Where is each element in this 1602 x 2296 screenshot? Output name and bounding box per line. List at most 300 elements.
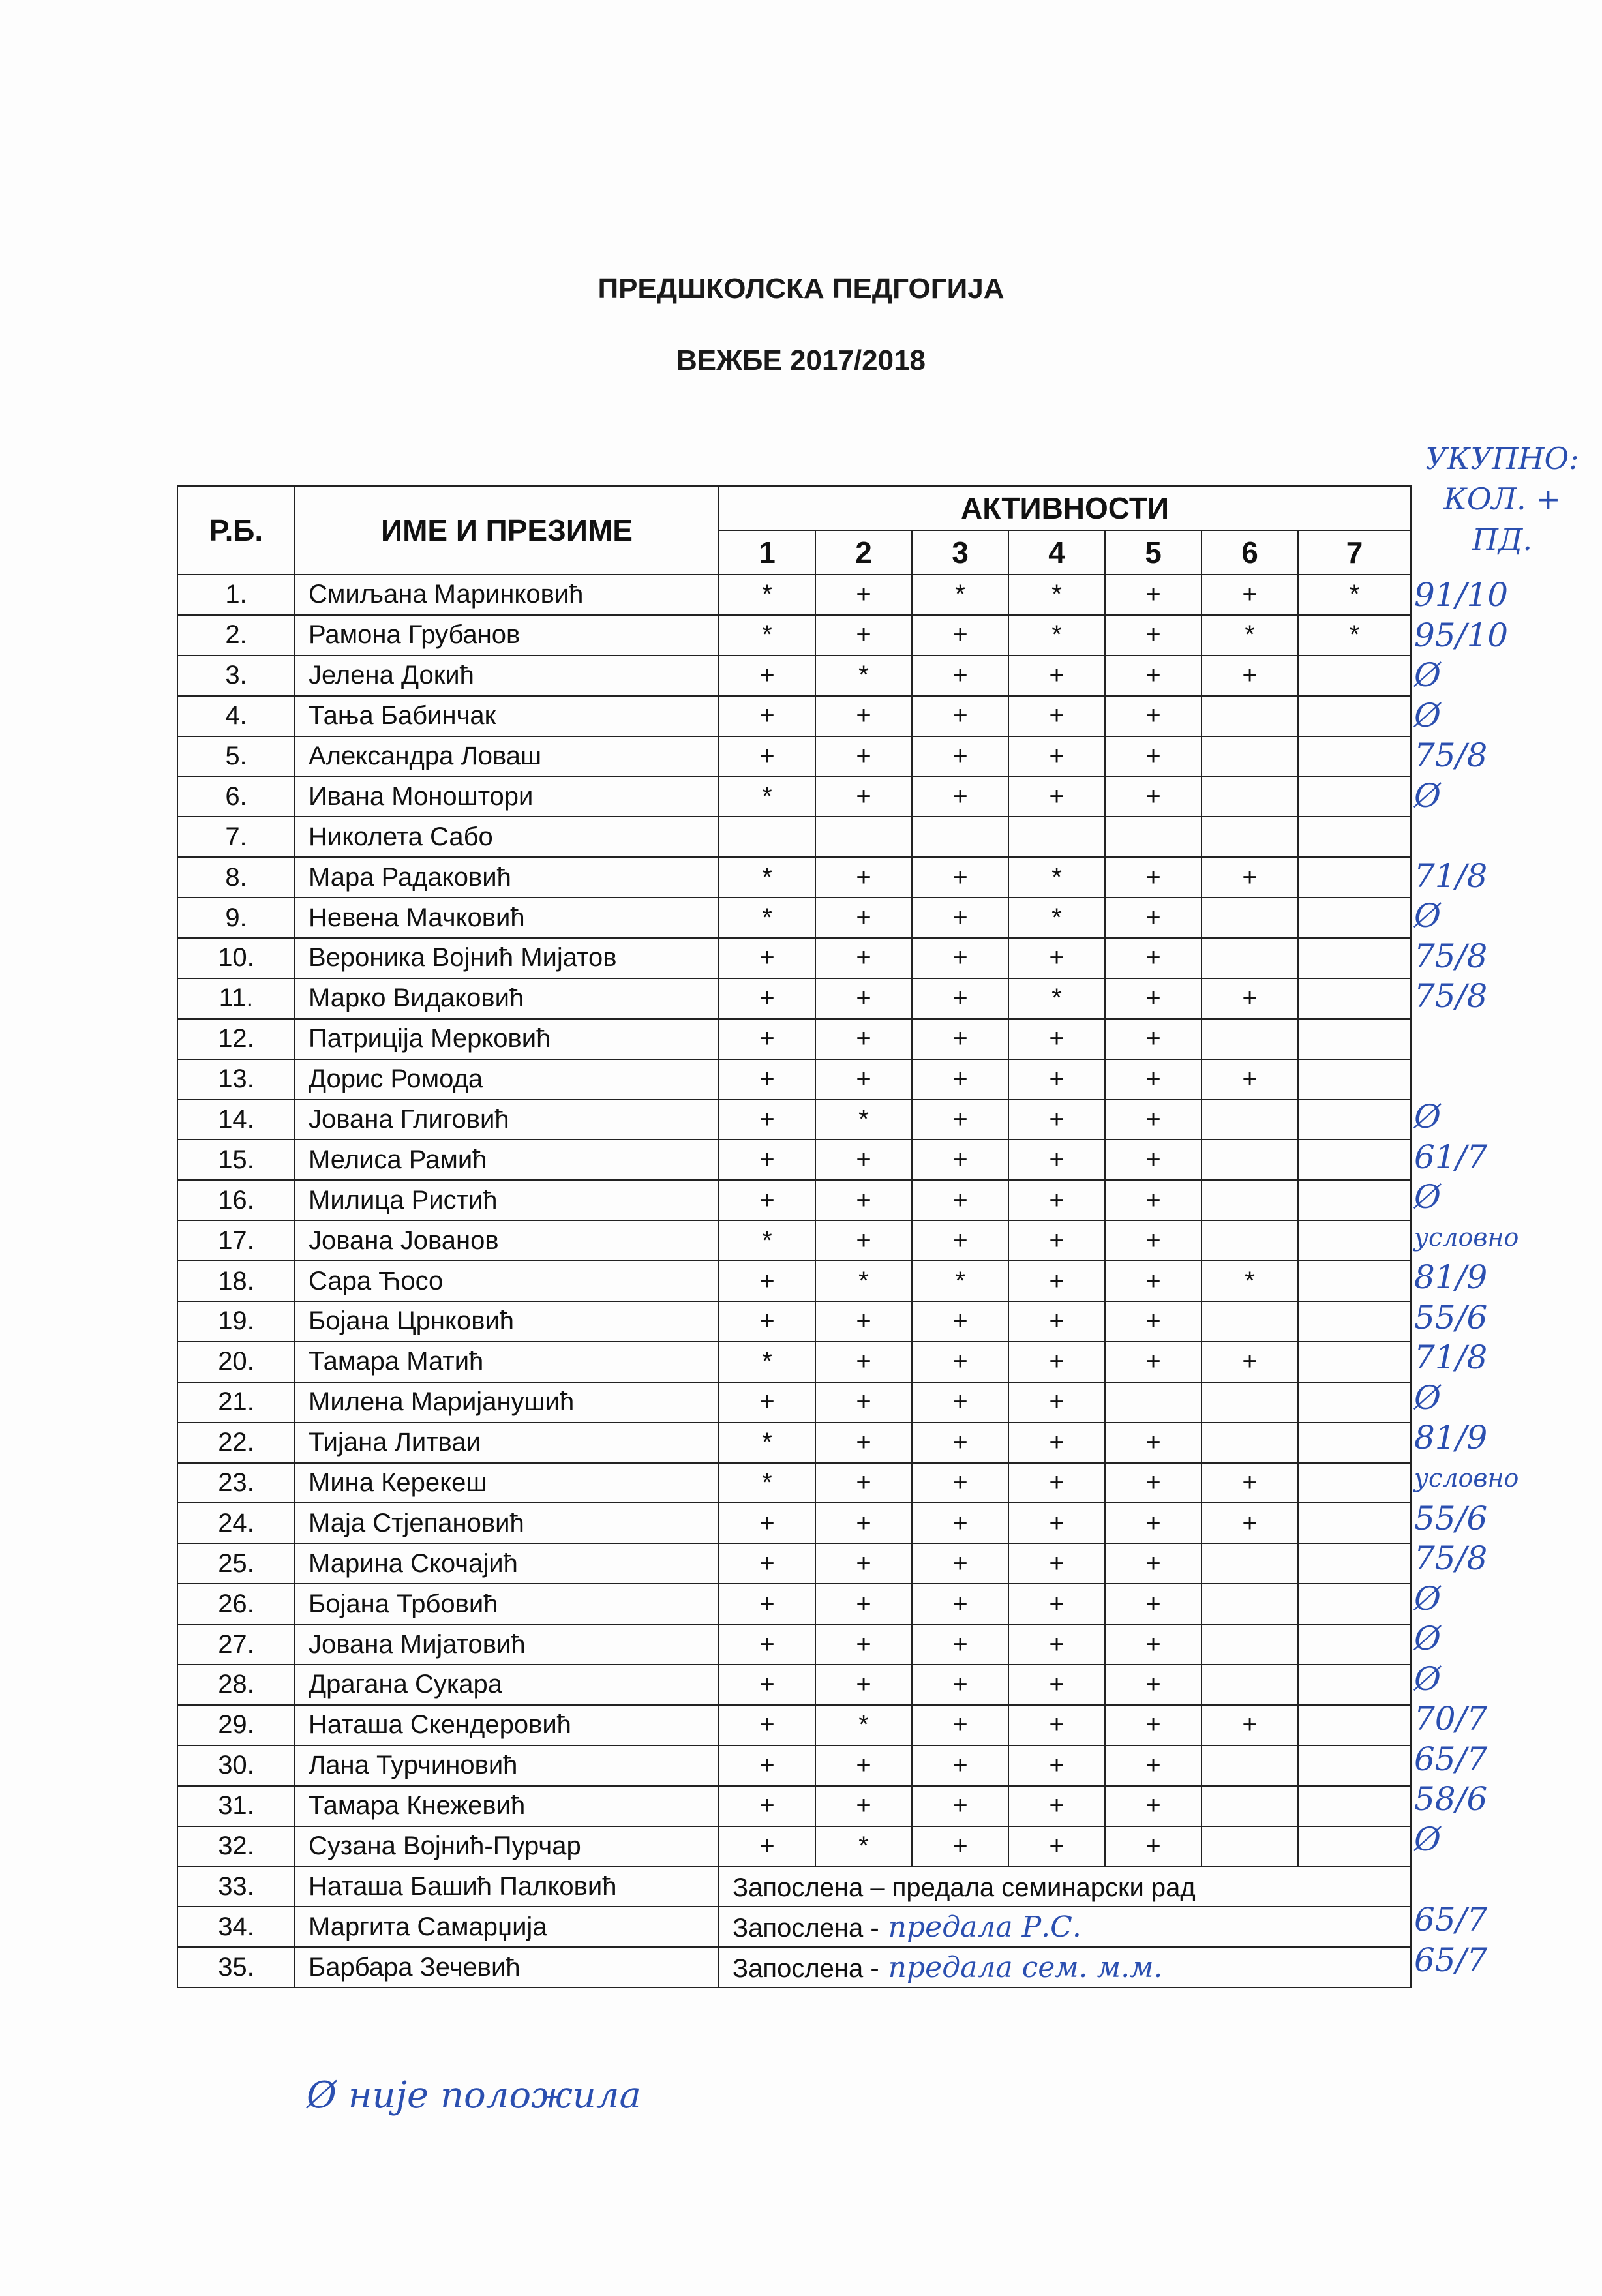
- activity-mark: [719, 817, 815, 857]
- table-row: [177, 1745, 1411, 1786]
- activity-mark: +: [1008, 1342, 1105, 1382]
- activity-mark: +: [815, 1665, 912, 1705]
- margin-total: Ø: [1414, 1098, 1441, 1136]
- activity-mark: [1202, 1382, 1298, 1423]
- margin-total: 58/6: [1414, 1780, 1488, 1819]
- activity-mark: +: [1008, 1180, 1105, 1220]
- activity-mark: *: [815, 1705, 912, 1745]
- activity-mark: +: [719, 656, 815, 696]
- student-name: Марина Скочајић: [295, 1543, 719, 1584]
- row-number: 14.: [177, 1100, 295, 1140]
- student-name: Бојана Црнковић: [295, 1301, 719, 1342]
- activity-mark: +: [912, 1140, 1008, 1180]
- activity-mark: [1202, 1745, 1298, 1786]
- activity-number-header: 4: [1008, 530, 1105, 575]
- activity-mark: +: [1105, 696, 1202, 736]
- col-header-name: ИМЕ И ПРЕЗИМЕ: [295, 486, 719, 575]
- activity-mark: [1202, 817, 1298, 857]
- student-name: Сузана Војнић-Пурчар: [295, 1826, 719, 1867]
- activity-mark: +: [912, 615, 1008, 656]
- margin-total: 65/7: [1414, 1740, 1488, 1778]
- margin-total: 61/7: [1414, 1138, 1488, 1176]
- activity-mark: +: [1105, 1503, 1202, 1543]
- table-row: [177, 1019, 1411, 1059]
- margin-header-formula: КОЛ. + ПД.: [1443, 481, 1561, 557]
- activity-mark: *: [1202, 1261, 1298, 1301]
- activity-mark: +: [1202, 978, 1298, 1019]
- activity-mark: +: [912, 1665, 1008, 1705]
- activity-mark: +: [815, 1220, 912, 1261]
- activity-number-header: 5: [1105, 530, 1202, 575]
- activity-mark: [1105, 817, 1202, 857]
- activity-mark: [1298, 1745, 1411, 1786]
- activity-mark: +: [815, 696, 912, 736]
- margin-total: Ø: [1414, 1820, 1441, 1858]
- note-handwritten: предала сем. м.м.: [888, 1950, 1163, 1984]
- margin-header-total: УКУПНО:: [1425, 441, 1579, 476]
- activity-mark: +: [1008, 1543, 1105, 1584]
- activity-mark: *: [912, 1261, 1008, 1301]
- activity-mark: [1298, 1301, 1411, 1342]
- margin-total: 55/6: [1414, 1298, 1488, 1337]
- col-header-rb: Р.Б.: [177, 486, 295, 575]
- row-number: 25.: [177, 1543, 295, 1584]
- activity-mark: [1202, 1423, 1298, 1463]
- activity-mark: +: [1008, 1140, 1105, 1180]
- activity-mark: +: [815, 736, 912, 777]
- table-row: [177, 1503, 1411, 1543]
- activity-mark: +: [719, 1382, 815, 1423]
- activity-mark: [1202, 1786, 1298, 1826]
- activity-mark: [815, 817, 912, 857]
- activity-mark: +: [1105, 656, 1202, 696]
- student-name: Јована Јованов: [295, 1220, 719, 1261]
- activity-mark: +: [1105, 1140, 1202, 1180]
- activity-mark: +: [912, 1584, 1008, 1624]
- activity-mark: [1298, 1261, 1411, 1301]
- employment-note: [719, 1947, 1411, 1987]
- activity-mark: *: [815, 1826, 912, 1867]
- activity-mark: [1298, 776, 1411, 817]
- activity-mark: +: [815, 575, 912, 615]
- activity-mark: +: [1105, 1665, 1202, 1705]
- table-row: [177, 1705, 1411, 1745]
- activity-mark: *: [719, 1220, 815, 1261]
- activity-mark: *: [719, 615, 815, 656]
- activity-mark: +: [1105, 1100, 1202, 1140]
- margin-total: 75/8: [1414, 977, 1488, 1016]
- activity-number-header: 2: [815, 530, 912, 575]
- activity-mark: +: [912, 776, 1008, 817]
- activity-mark: +: [719, 1059, 815, 1100]
- student-name: Ивана Моноштори: [295, 776, 719, 817]
- activity-mark: +: [719, 1826, 815, 1867]
- student-name: Рамона Грубанов: [295, 615, 719, 656]
- activity-mark: +: [1008, 1826, 1105, 1867]
- activity-mark: +: [1202, 656, 1298, 696]
- table-row: [177, 857, 1411, 898]
- activity-mark: +: [1105, 1220, 1202, 1261]
- table-row: [177, 1584, 1411, 1624]
- activity-mark: *: [1008, 575, 1105, 615]
- table-row: [177, 1301, 1411, 1342]
- table-row: [177, 736, 1411, 777]
- margin-total: условно: [1414, 1222, 1519, 1252]
- table-row: [177, 1463, 1411, 1503]
- activity-mark: +: [815, 1745, 912, 1786]
- activity-mark: *: [815, 656, 912, 696]
- activity-mark: +: [1105, 1342, 1202, 1382]
- row-number: 12.: [177, 1019, 295, 1059]
- student-name: Смиљана Маринковић: [295, 575, 719, 615]
- activity-mark: [1202, 1624, 1298, 1665]
- table-row: [177, 776, 1411, 817]
- activity-mark: *: [1298, 575, 1411, 615]
- page-subtitle: ВЕЖБЕ 2017/2018: [676, 344, 926, 376]
- table-row: [177, 1786, 1411, 1826]
- student-name: Тамара Кнежевић: [295, 1786, 719, 1826]
- activity-mark: +: [815, 898, 912, 938]
- note-text: Запослена -: [733, 1913, 879, 1942]
- row-number: 29.: [177, 1705, 295, 1745]
- row-number: 24.: [177, 1503, 295, 1543]
- activity-mark: +: [1008, 1220, 1105, 1261]
- student-name: Маргита Самарџија: [295, 1907, 719, 1947]
- activity-mark: [1202, 1301, 1298, 1342]
- activity-mark: [1202, 938, 1298, 978]
- row-number: 7.: [177, 817, 295, 857]
- activity-mark: +: [1105, 615, 1202, 656]
- activity-mark: +: [815, 776, 912, 817]
- student-name: Драгана Сукара: [295, 1665, 719, 1705]
- activity-mark: +: [912, 1059, 1008, 1100]
- table-row: [177, 1180, 1411, 1220]
- activity-mark: +: [719, 1543, 815, 1584]
- table-row: [177, 978, 1411, 1019]
- row-number: 13.: [177, 1059, 295, 1100]
- activity-mark: +: [912, 1503, 1008, 1543]
- student-name: Мина Керекеш: [295, 1463, 719, 1503]
- activity-mark: [1202, 1665, 1298, 1705]
- margin-total: [1408, 1017, 1597, 1057]
- activity-mark: +: [815, 938, 912, 978]
- margin-total: Ø: [1414, 1620, 1441, 1658]
- margin-total: [1408, 1057, 1597, 1098]
- student-name: Патрицija Мерковић: [295, 1019, 719, 1059]
- margin-total: условно: [1414, 1464, 1519, 1493]
- note-handwritten: предала Р.С.: [888, 1910, 1081, 1944]
- activity-mark: *: [912, 575, 1008, 615]
- activity-mark: +: [1105, 776, 1202, 817]
- row-number: 11.: [177, 978, 295, 1019]
- row-number: 19.: [177, 1301, 295, 1342]
- student-name: Мелиса Рамић: [295, 1140, 719, 1180]
- student-name: Јована Глиговић: [295, 1100, 719, 1140]
- employment-note: [719, 1907, 1411, 1947]
- activity-mark: +: [1008, 1463, 1105, 1503]
- activity-mark: +: [912, 1705, 1008, 1745]
- activity-mark: +: [1008, 1503, 1105, 1543]
- activity-mark: +: [815, 1019, 912, 1059]
- row-number: 33.: [177, 1867, 295, 1907]
- activity-mark: +: [1105, 938, 1202, 978]
- activity-mark: [1298, 656, 1411, 696]
- student-name: Сара Ћосо: [295, 1261, 719, 1301]
- activity-mark: [1298, 978, 1411, 1019]
- student-name: Јована Мијатовић: [295, 1624, 719, 1665]
- activity-mark: [1298, 1503, 1411, 1543]
- activity-mark: *: [719, 1423, 815, 1463]
- margin-total: Ø: [1414, 897, 1441, 935]
- row-number: 27.: [177, 1624, 295, 1665]
- activity-mark: +: [1008, 1301, 1105, 1342]
- table-row: [177, 575, 1411, 615]
- activity-mark: [1298, 817, 1411, 857]
- table-row: [177, 1100, 1411, 1140]
- margin-total: [1408, 1860, 1597, 1901]
- activity-mark: +: [1105, 1059, 1202, 1100]
- activity-mark: [1202, 1826, 1298, 1867]
- table-row: [177, 1423, 1411, 1463]
- activity-mark: +: [1202, 857, 1298, 898]
- row-number: 16.: [177, 1180, 295, 1220]
- employment-note: [719, 1867, 1411, 1907]
- activity-mark: [1298, 1220, 1411, 1261]
- activity-mark: [1298, 1826, 1411, 1867]
- row-number: 4.: [177, 696, 295, 736]
- activity-mark: +: [1105, 575, 1202, 615]
- activity-mark: +: [815, 1301, 912, 1342]
- activity-mark: +: [1008, 1624, 1105, 1665]
- activity-mark: [1298, 1342, 1411, 1382]
- row-number: 9.: [177, 898, 295, 938]
- activity-mark: +: [1105, 1423, 1202, 1463]
- activity-mark: [1202, 1140, 1298, 1180]
- table-row: [177, 1665, 1411, 1705]
- col-header-activities: АКТИВНОСТИ: [719, 486, 1411, 530]
- table-row: [177, 1261, 1411, 1301]
- activity-mark: *: [1298, 615, 1411, 656]
- activity-mark: +: [1008, 1786, 1105, 1826]
- activity-mark: [1202, 1100, 1298, 1140]
- table-row: [177, 1907, 1411, 1947]
- margin-header: [1414, 438, 1590, 560]
- activity-mark: +: [1008, 696, 1105, 736]
- note-text: Запослена -: [733, 1954, 879, 1983]
- table-row: [177, 1624, 1411, 1665]
- row-number: 34.: [177, 1907, 295, 1947]
- table-row: [177, 1059, 1411, 1100]
- activity-mark: *: [719, 1342, 815, 1382]
- activity-mark: +: [912, 1543, 1008, 1584]
- activity-mark: +: [719, 1180, 815, 1220]
- student-name: Вероника Војнић Мијатов: [295, 938, 719, 978]
- margin-total: 71/8: [1414, 856, 1488, 895]
- student-name: Јелена Докић: [295, 656, 719, 696]
- activity-mark: +: [1105, 1301, 1202, 1342]
- activity-mark: *: [719, 857, 815, 898]
- activity-number-header: 7: [1298, 530, 1411, 575]
- activity-mark: +: [1105, 1705, 1202, 1745]
- margin-total: 70/7: [1414, 1700, 1488, 1738]
- activity-mark: +: [1105, 978, 1202, 1019]
- activity-mark: +: [1008, 776, 1105, 817]
- activity-mark: [1298, 938, 1411, 978]
- activity-mark: [1298, 696, 1411, 736]
- margin-total: 75/8: [1414, 736, 1488, 775]
- margin-total: 55/6: [1414, 1499, 1488, 1537]
- activity-mark: +: [1105, 1786, 1202, 1826]
- activity-mark: +: [912, 1745, 1008, 1786]
- activity-mark: [1298, 898, 1411, 938]
- student-name: Наташа Башић Палковић: [295, 1867, 719, 1907]
- activity-mark: +: [815, 1059, 912, 1100]
- activity-mark: +: [1008, 1665, 1105, 1705]
- student-name: Мара Радаковић: [295, 857, 719, 898]
- activity-mark: +: [1105, 1463, 1202, 1503]
- activity-mark: [1298, 1584, 1411, 1624]
- activity-mark: +: [815, 615, 912, 656]
- margin-total: 75/8: [1414, 937, 1488, 975]
- activity-mark: +: [1008, 1382, 1105, 1423]
- table-row: [177, 1543, 1411, 1584]
- activity-mark: +: [815, 1342, 912, 1382]
- margin-total: Ø: [1414, 696, 1441, 734]
- student-name: Тијана Литваи: [295, 1423, 719, 1463]
- activity-mark: +: [912, 1463, 1008, 1503]
- row-number: 21.: [177, 1382, 295, 1423]
- activity-mark: *: [1008, 978, 1105, 1019]
- student-name: Милена Маријанушић: [295, 1382, 719, 1423]
- activity-mark: [1298, 1665, 1411, 1705]
- activity-mark: +: [912, 1220, 1008, 1261]
- activity-mark: [1202, 1180, 1298, 1220]
- activity-mark: +: [1202, 1463, 1298, 1503]
- activity-mark: +: [815, 1624, 912, 1665]
- activity-mark: [1298, 736, 1411, 777]
- activity-mark: +: [912, 736, 1008, 777]
- row-number: 31.: [177, 1786, 295, 1826]
- row-number: 26.: [177, 1584, 295, 1624]
- activity-mark: *: [1008, 857, 1105, 898]
- activity-mark: +: [815, 1180, 912, 1220]
- activity-mark: +: [912, 1301, 1008, 1342]
- row-number: 17.: [177, 1220, 295, 1261]
- table-row: [177, 1826, 1411, 1867]
- activity-mark: +: [719, 1100, 815, 1140]
- row-number: 18.: [177, 1261, 295, 1301]
- table-row: [177, 817, 1411, 857]
- row-number: 32.: [177, 1826, 295, 1867]
- activity-mark: +: [815, 1584, 912, 1624]
- activity-mark: [1298, 1463, 1411, 1503]
- activity-mark: [1298, 1059, 1411, 1100]
- activity-mark: +: [815, 1463, 912, 1503]
- table-row: [177, 1140, 1411, 1180]
- row-number: 15.: [177, 1140, 295, 1180]
- activity-mark: +: [719, 1745, 815, 1786]
- margin-total: Ø: [1414, 1659, 1441, 1698]
- table-row: [177, 696, 1411, 736]
- row-number: 1.: [177, 575, 295, 615]
- margin-totals: [1408, 575, 1597, 1980]
- activity-mark: *: [1008, 898, 1105, 938]
- row-number: 3.: [177, 656, 295, 696]
- margin-total: Ø: [1414, 1178, 1441, 1216]
- activity-mark: +: [719, 978, 815, 1019]
- table-row: [177, 615, 1411, 656]
- activity-mark: +: [1008, 1100, 1105, 1140]
- activity-mark: +: [1008, 938, 1105, 978]
- activity-mark: +: [1202, 1705, 1298, 1745]
- activity-mark: [1298, 1786, 1411, 1826]
- page-title: ПРЕДШКОЛСКА ПЕДГОГИЈА: [597, 273, 1005, 305]
- row-number: 28.: [177, 1665, 295, 1705]
- activity-mark: [1202, 1543, 1298, 1584]
- activity-mark: +: [815, 857, 912, 898]
- row-number: 30.: [177, 1745, 295, 1786]
- activity-mark: +: [1008, 656, 1105, 696]
- activity-mark: [1008, 817, 1105, 857]
- activity-mark: [1298, 857, 1411, 898]
- activity-mark: [1298, 1382, 1411, 1423]
- margin-total: Ø: [1414, 1378, 1441, 1417]
- activity-mark: *: [719, 1463, 815, 1503]
- activity-mark: +: [912, 898, 1008, 938]
- activity-mark: [1105, 1382, 1202, 1423]
- row-number: 23.: [177, 1463, 295, 1503]
- activity-mark: [1202, 1019, 1298, 1059]
- activity-mark: [1202, 736, 1298, 777]
- table-row: [177, 1220, 1411, 1261]
- activity-mark: +: [1008, 1584, 1105, 1624]
- activity-mark: +: [719, 1301, 815, 1342]
- table-row: [177, 938, 1411, 978]
- activity-mark: +: [815, 1382, 912, 1423]
- margin-total: Ø: [1414, 1579, 1441, 1618]
- activity-mark: [1298, 1100, 1411, 1140]
- activity-mark: [1298, 1140, 1411, 1180]
- student-name: Милица Ристић: [295, 1180, 719, 1220]
- activity-mark: +: [912, 1180, 1008, 1220]
- table-row: [177, 1342, 1411, 1382]
- activity-mark: +: [1105, 1261, 1202, 1301]
- student-name: Маја Стјепановић: [295, 1503, 719, 1543]
- activity-mark: +: [719, 696, 815, 736]
- activity-mark: +: [912, 1786, 1008, 1826]
- student-name: Лана Турчиновић: [295, 1745, 719, 1786]
- margin-total: 65/7: [1414, 1941, 1488, 1979]
- activity-mark: *: [1008, 615, 1105, 656]
- activity-mark: [1202, 776, 1298, 817]
- activity-mark: +: [1105, 736, 1202, 777]
- activity-mark: [1298, 1019, 1411, 1059]
- activity-mark: +: [912, 857, 1008, 898]
- activity-mark: [1202, 1584, 1298, 1624]
- table-row: [177, 898, 1411, 938]
- row-number: 35.: [177, 1947, 295, 1987]
- student-name: Барбара Зечевић: [295, 1947, 719, 1987]
- student-name: Наташа Скендеровић: [295, 1705, 719, 1745]
- student-name: Невена Мачковић: [295, 898, 719, 938]
- activity-mark: +: [912, 978, 1008, 1019]
- activity-mark: +: [1105, 1624, 1202, 1665]
- activity-mark: [912, 817, 1008, 857]
- row-number: 5.: [177, 736, 295, 777]
- student-name: Дорис Ромода: [295, 1059, 719, 1100]
- table-row: [177, 1947, 1411, 1987]
- activity-mark: +: [719, 1665, 815, 1705]
